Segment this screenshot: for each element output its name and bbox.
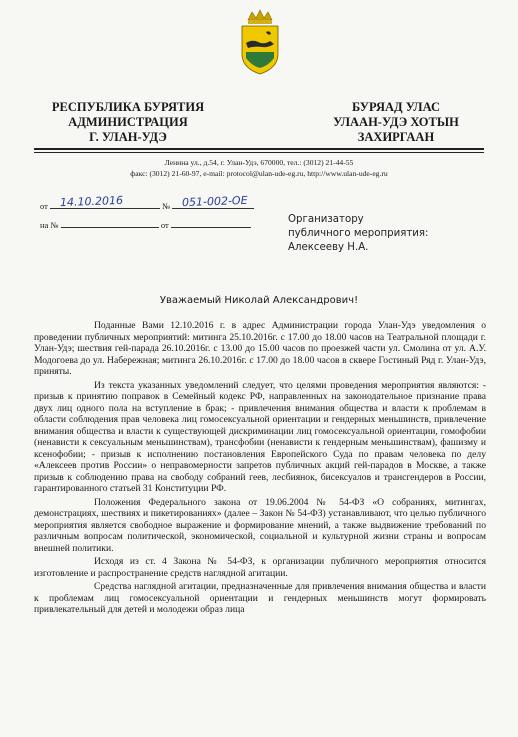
- header-right-line: УЛААН-УДЭ ХОТЫН: [333, 115, 459, 129]
- header-left-line: АДМИНИСТРАЦИЯ: [68, 115, 188, 129]
- header-left-line: РЕСПУБЛИКА БУРЯТИЯ: [51, 100, 205, 114]
- header-divider-thick: [34, 148, 484, 150]
- from-label: от: [40, 201, 48, 211]
- greeting: Уважаемый Николай Александрович!: [159, 295, 359, 306]
- number-label: №: [162, 201, 171, 211]
- header-left-line: Г. УЛАН-УДЭ: [89, 130, 167, 144]
- to-number-blank: [61, 227, 159, 228]
- contact-info: [34, 157, 484, 179]
- addressee-line: публичного мероприятия:: [288, 228, 429, 239]
- handwritten-number: 051-002-ОЕ: [181, 193, 248, 210]
- to-date-blank: [171, 227, 251, 228]
- incoming-ref-line: [40, 220, 251, 230]
- body-paragraph: Поданные Вами 12.10.2016 г. в адрес Администрации города Улан-Удэ уведомления о проведении публичных мероприятий: митинга 25.10.2016г. с 17.00 до 18.00 часов на Театральной площади г. Улан-Удэ; шествия гей-парада 26.10.2016г. с 13.00 до 15.00 часов по проезжей части ул. Смолина от ул. А.У. Модогоева до ул. Набережная; митинга 26.10.2016г. с 17.00 до 18.00 часов в сквере Гостиный Ряд г. Улан-Удэ, приняты.: [34, 320, 486, 377]
- contact-address: Ленина ул., д.54, г. Улан-Удэ, 670000, тел.: (3012) 21-44-55: [164, 158, 354, 167]
- header-divider-thin: [34, 152, 484, 153]
- header-right: [312, 100, 480, 145]
- body-paragraph: Исходя из ст. 4 Закона № 54-ФЗ, к организации публичного мероприятия относится изготовление и распространение средств наглядной агитации.: [34, 556, 486, 579]
- body-paragraph: Положения Федерального закона от 19.06.2004 № 54-ФЗ «О собраниях, митингах, демонстрациях, шествиях и пикетированиях» (далее – Закон № 54-ФЗ) устанавливают, что целью публичного мероприятия является свободное выражение и формирование мнений, а также выдвижение требований по различным вопросам политической, экономической, социальной и культурной жизни страны и вопросам внешней политики.: [34, 496, 486, 554]
- addressee-line: Организатору: [288, 214, 364, 225]
- header-left: [38, 100, 218, 145]
- to-number-label: на №: [40, 220, 59, 230]
- handwritten-date: 14.10.2016: [59, 193, 124, 210]
- contact-fax-email: факс: (3012) 21-60-97, e-mail: protocol@ulan-ude-eg.ru, http://www.ulan-ude-eg.ru: [130, 169, 388, 178]
- body-paragraph: Средства наглядной агитации, предназначенные для привлечения внимания общества и власти к проблемам лиц гомосексуальной ориентации и гендерных меньшинств могут формировать привлекательный для детей и молодежи образ лица: [34, 581, 486, 615]
- header-right-line: ЗАХИРГААН: [357, 130, 435, 144]
- coat-of-arms-icon: [238, 8, 282, 76]
- letter-body: [34, 320, 486, 618]
- header-right-line: БУРЯАД УЛАС: [351, 100, 441, 114]
- addressee: [288, 213, 429, 255]
- body-paragraph: Из текста указанных уведомлений следует, что целями проведения мероприятия являются: - призыв к принятию поправок в Семейный кодекс РФ, направленных на законодательное признание права двух лиц одного пола на вступление в брак; - привлечения внимания общества и власти к проблемам в области соблюдения прав человека лиц гомосексуальной ориентации и гендерных меньшинств, привлечение внимания общества и власти к существующей дискриминации лиц гомосексуальной ориентации, гомофобии (ненависти к сексуальным меньшинствам), трансфобии (ненависти к гендерным меньшинствам), фашизму и ксенофобии; - призыв к исполнению постановления Европейского Суда по правам человека по делу «Алексеев против России» о неправомерности запретов публичных акций гей-парадов в Москве, а также призыв к соблюдению права на свободу собраний геев, лесбиянок, бисексуалов и трансгендеров в России, гарантированного статьей 31 Конституции РФ.: [34, 379, 486, 494]
- to-from-label: от: [160, 220, 169, 230]
- addressee-line: Алексееву Н.А.: [288, 242, 369, 253]
